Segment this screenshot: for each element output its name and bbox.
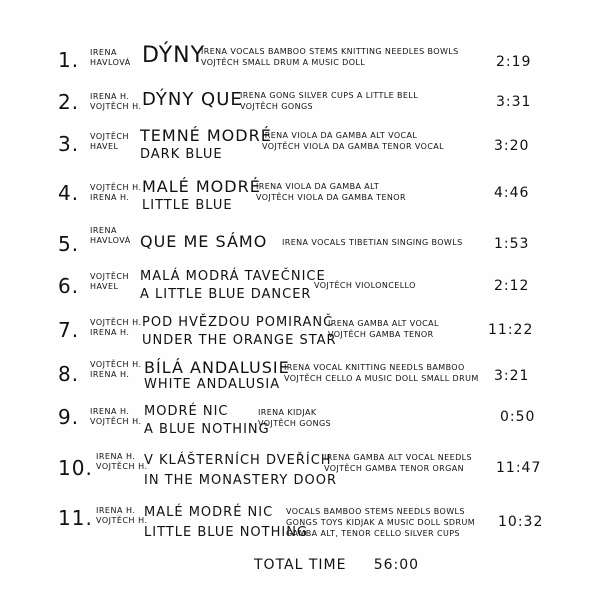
track-performers [324, 452, 472, 474]
performer-line: VOJTĚCH GAMBA TENOR ORGAN [324, 464, 464, 473]
composer-line: IRENA H. [90, 370, 130, 379]
track-number: 10. [58, 456, 93, 480]
performer-line: IRENA VIOLA DA GAMBA ALT VOCAL [262, 131, 418, 140]
track-performers [286, 506, 475, 539]
track-title: MALÉ MODRÉ NIC [144, 505, 274, 520]
performer-line: GONGS TOYS KIDJAK A MUSIC DOLL SDRUM [286, 518, 476, 527]
performer-line: IRENA VOCALS BAMBOO STEMS KNITTING NEEDLES BOWLS [201, 47, 459, 56]
track-duration: 2:12 [494, 278, 530, 294]
composer-line: HAVLOVÁ [90, 236, 131, 245]
track-title: MALÁ MODRÁ TAVEČNICE [140, 269, 326, 284]
performer-line: IRENA GONG SILVER CUPS A LITTLE BELL [240, 91, 419, 100]
track-title: BÍLÁ ANDALUSIE [144, 358, 290, 377]
composer-line: VOJTĚCH [90, 132, 130, 141]
track-composer [90, 360, 142, 380]
track-composer [96, 452, 148, 472]
track-composer [90, 272, 129, 292]
track-duration: 2:19 [496, 54, 532, 70]
track-duration: 10:32 [498, 514, 544, 530]
composer-line: HAVEL [90, 142, 119, 151]
composer-line: VOJTĚCH H. [90, 360, 142, 369]
composer-line: IRENA [90, 48, 117, 57]
track-composer [90, 183, 142, 203]
track-number: 2. [58, 90, 80, 114]
track-number: 5. [58, 232, 80, 256]
performer-line: VOJTĚCH SMALL DRUM A MUSIC DOLL [201, 58, 366, 67]
track-performers [262, 130, 444, 152]
track-number: 9. [58, 405, 80, 429]
track-duration: 4:46 [494, 185, 530, 201]
track-composer [90, 132, 129, 152]
track-title-english: WHITE ANDALUSIA [144, 377, 281, 392]
track-duration: 3:31 [496, 94, 532, 110]
composer-line: IRENA H. [90, 328, 130, 337]
track-title: POD HVĚZDOU POMIRANČ [142, 315, 334, 330]
track-title-english: DARK BLUE [140, 147, 223, 162]
track-number: 8. [58, 362, 80, 386]
track-title: MODRÉ NIC [144, 404, 229, 419]
composer-line: IRENA H. [90, 407, 130, 416]
track-number: 3. [58, 132, 80, 156]
track-number: 6. [58, 274, 80, 298]
performer-line: IRENA KIDJAK [258, 408, 317, 417]
track-title-english: A BLUE NOTHING [144, 422, 270, 437]
composer-line: VOJTĚCH H. [90, 102, 142, 111]
track-title: DÝNY [142, 43, 206, 68]
total-time-value: 56:00 [373, 557, 420, 573]
composer-line: IRENA H. [96, 452, 136, 461]
track-duration: 11:22 [488, 322, 534, 338]
performer-line: VOJTĚCH GONGS [240, 102, 314, 111]
track-composer [90, 318, 142, 338]
performer-line: VOJTĚCH VIOLA DA GAMBA TENOR [256, 193, 406, 202]
composer-line: IRENA H. [96, 506, 136, 515]
track-performers [328, 318, 439, 340]
performer-line: VOJTĚCH GONGS [258, 419, 332, 428]
composer-line: VOJTĚCH H. [90, 318, 142, 327]
track-performers [282, 237, 463, 248]
track-performers [201, 46, 459, 68]
performer-line: VOJTĚCH VIOLA DA GAMBA TENOR VOCAL [262, 142, 445, 151]
track-composer [90, 92, 142, 112]
track-composer [90, 226, 131, 246]
track-composer [90, 407, 142, 427]
composer-line: HAVLOVÁ [90, 58, 131, 67]
track-title: TEMNÉ MODRÉ [140, 126, 272, 145]
track-duration: 3:21 [494, 368, 530, 384]
track-title-english: LITTLE BLUE [142, 198, 233, 213]
track-performers [284, 362, 479, 384]
composer-line: VOJTĚCH [90, 272, 130, 281]
performer-line: IRENA VOCALS TIBETIAN SINGING BOWLS [282, 238, 463, 247]
track-number: 1. [58, 48, 80, 72]
track-title-english: UNDER THE ORANGE STAR [142, 333, 337, 348]
track-title-english: A LITTLE BLUE DANCER [140, 287, 312, 302]
track-duration: 3:20 [494, 138, 530, 154]
track-performers [258, 407, 331, 429]
performer-line: VOJTĚCH GAMBA TENOR [328, 330, 434, 339]
track-duration: 1:53 [494, 236, 530, 252]
track-title-english: LITTLE BLUE NOTHING [144, 525, 308, 540]
composer-line: IRENA H. [90, 193, 130, 202]
track-number: 11. [58, 506, 93, 530]
track-title: V KLÁŠTERNÍCH DVEŘÍCH [144, 453, 332, 468]
track-number: 7. [58, 318, 80, 342]
composer-line: HAVEL [90, 282, 119, 291]
total-time-label: TOTAL TIME [254, 557, 347, 573]
performer-line: IRENA GAMBA ALT VOCAL NEEDLS [324, 453, 472, 462]
track-title-english: IN THE MONASTERY DOOR [144, 473, 338, 488]
composer-line: IRENA [90, 226, 117, 235]
track-duration: 11:47 [496, 460, 542, 476]
track-title: DÝNY QUE [142, 89, 243, 110]
composer-line: IRENA H. [90, 92, 130, 101]
track-duration: 0:50 [500, 409, 536, 425]
track-title: MALÉ MODRÉ [142, 177, 261, 196]
composer-line: VOJTĚCH H. [90, 183, 142, 192]
track-title: QUE ME SÁMO [140, 232, 268, 251]
track-performers [256, 181, 406, 203]
performer-line: IRENA VIOLA DA GAMBA ALT [256, 182, 380, 191]
performer-line: VOCALS BAMBOO STEMS NEEDLS BOWLS [286, 507, 465, 516]
track-performers [314, 280, 416, 291]
track-performers [240, 90, 418, 112]
track-number: 4. [58, 181, 80, 205]
performer-line: VOJTĚCH VIOLONCELLO [314, 281, 416, 290]
performer-line: IRENA GAMBA ALT VOCAL [328, 319, 439, 328]
performer-line: GAMBA ALT, TENOR CELLO SILVER CUPS [286, 529, 460, 538]
composer-line: VOJTĚCH H. [96, 462, 148, 471]
performer-line: IRENA VOCAL KNITTING NEEDLS BAMBOO [284, 363, 465, 372]
performer-line: VOJTĚCH CELLO A MUSIC DOLL SMALL DRUM [284, 374, 479, 383]
track-composer [90, 48, 131, 68]
track-composer [96, 506, 148, 526]
composer-line: VOJTĚCH H. [90, 417, 142, 426]
total-time [254, 557, 419, 573]
composer-line: VOJTĚCH H. [96, 516, 148, 525]
